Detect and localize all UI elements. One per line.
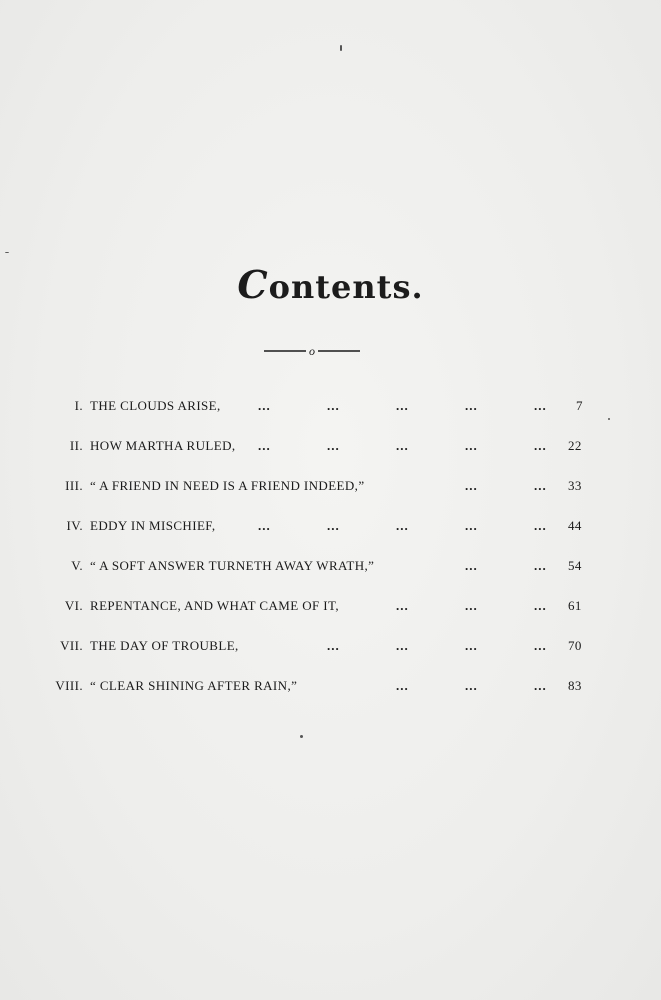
chapter-title: REPENTANCE, AND WHAT CAME OF IT, — [90, 598, 340, 613]
toc-entry — [0, 638, 661, 660]
dot-leader: ... — [465, 558, 478, 573]
page-number: 54 — [568, 558, 582, 573]
dot-leader: ... — [534, 598, 547, 613]
toc-entry — [0, 558, 661, 580]
chapter-title: THE DAY OF TROUBLE, — [90, 638, 239, 653]
print-speck — [340, 45, 342, 51]
dot-leader: ... — [258, 438, 271, 453]
page-number: 22 — [568, 438, 582, 453]
dot-leader: ... — [327, 638, 340, 653]
chapter-title: HOW MARTHA RULED, — [90, 438, 236, 453]
page-title — [0, 262, 661, 307]
print-speck — [5, 252, 9, 253]
dot-leader: ... — [396, 678, 409, 693]
dot-leader: ... — [465, 478, 478, 493]
ornamental-divider — [264, 345, 360, 357]
chapter-number: IV. — [66, 518, 83, 533]
chapter-title: EDDY IN MISCHIEF, — [90, 518, 216, 533]
page-number: 61 — [568, 598, 582, 613]
dot-leader: ... — [465, 678, 478, 693]
chapter-number: V. — [71, 558, 83, 573]
chapter-title: “ CLEAR SHINING AFTER RAIN,” — [90, 678, 298, 693]
page-number: 7 — [576, 398, 583, 413]
toc-entry — [0, 478, 661, 500]
dot-leader: ... — [534, 478, 547, 493]
dot-leader: ... — [465, 598, 478, 613]
title-text: ontents. — [268, 268, 424, 306]
print-speck — [300, 735, 303, 738]
divider-ornament: o — [309, 345, 315, 357]
dot-leader: ... — [396, 518, 409, 533]
divider-rule-svg — [264, 345, 360, 357]
chapter-title: “ A SOFT ANSWER TURNETH AWAY WRATH,” — [90, 558, 375, 573]
dot-leader: ... — [534, 558, 547, 573]
page-number: 70 — [568, 638, 582, 653]
chapter-number: VII. — [60, 638, 83, 653]
toc-entry — [0, 438, 661, 460]
dot-leader: ... — [327, 398, 340, 413]
chapter-title: “ A FRIEND IN NEED IS A FRIEND INDEED,” — [90, 478, 365, 493]
chapter-number: VIII. — [55, 678, 83, 693]
dot-leader: ... — [258, 398, 271, 413]
dot-leader: ... — [396, 638, 409, 653]
dot-leader: ... — [465, 438, 478, 453]
toc-entry — [0, 678, 661, 700]
toc-entry — [0, 518, 661, 540]
dot-leader: ... — [534, 518, 547, 533]
title-initial: C — [237, 262, 269, 307]
chapter-number: II. — [69, 438, 83, 453]
dot-leader: ... — [465, 638, 478, 653]
chapter-title: THE CLOUDS ARISE, — [90, 398, 221, 413]
chapter-number: III. — [65, 478, 83, 493]
dot-leader: ... — [534, 638, 547, 653]
dot-leader: ... — [465, 518, 478, 533]
dot-leader: ... — [465, 398, 478, 413]
dot-leader: ... — [396, 598, 409, 613]
dot-leader: ... — [534, 678, 547, 693]
page-number: 44 — [568, 518, 582, 533]
chapter-number: I. — [74, 398, 83, 413]
toc-entry — [0, 398, 661, 420]
page-number: 83 — [568, 678, 582, 693]
dot-leader: ... — [534, 438, 547, 453]
page-number: 33 — [568, 478, 582, 493]
chapter-number: VI. — [64, 598, 83, 613]
dot-leader: ... — [396, 438, 409, 453]
dot-leader: ... — [534, 398, 547, 413]
toc-entry — [0, 598, 661, 620]
dot-leader: ... — [258, 518, 271, 533]
dot-leader: ... — [327, 518, 340, 533]
dot-leader: ... — [396, 398, 409, 413]
dot-leader: ... — [327, 438, 340, 453]
